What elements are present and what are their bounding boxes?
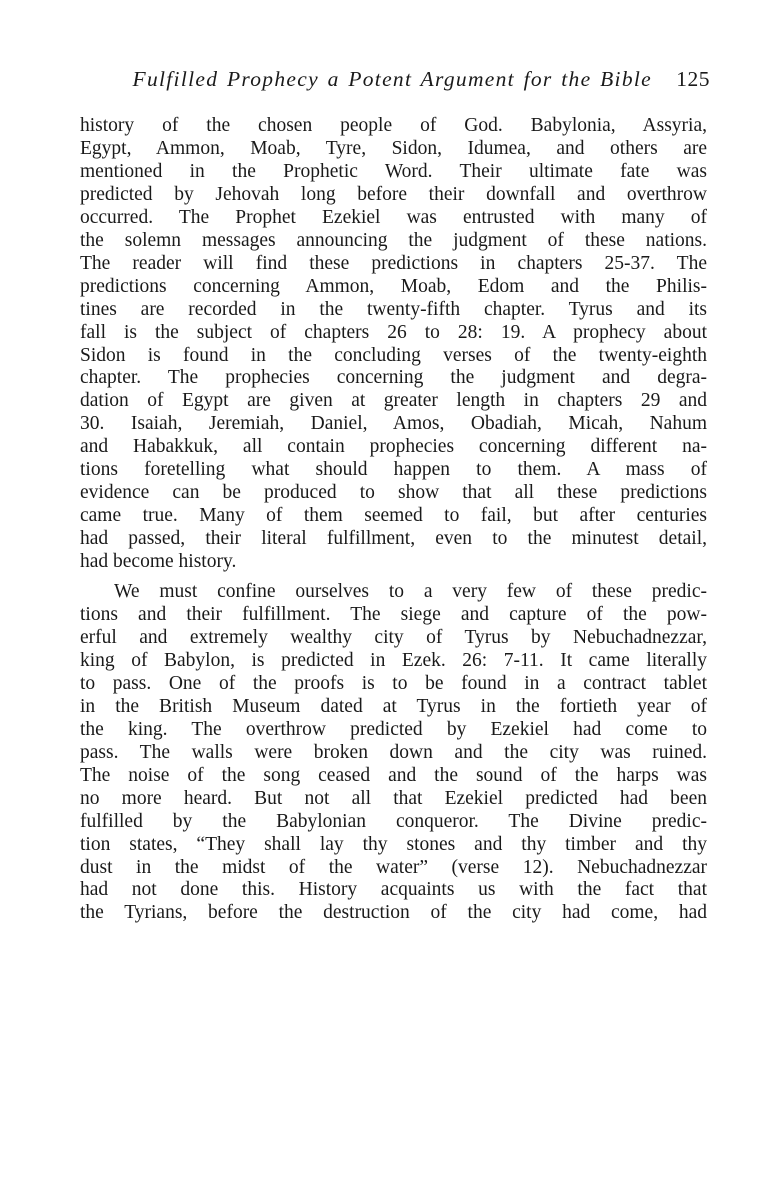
text-line: occurred. The Prophet Ezekiel was entrusted with many of xyxy=(80,206,707,228)
text-line: no more heard. But not all that Ezekiel predicted had been xyxy=(80,787,707,809)
text-line: king of Babylon, is predicted in Ezek. 26: 7-11. It came literally xyxy=(80,649,707,671)
text-line: The reader will find these predictions in chapters 25-37. The xyxy=(80,252,707,274)
text-line: tions foretelling what should happen to them. A mass of xyxy=(80,459,707,481)
text-line: Egypt, Ammon, Moab, Tyre, Sidon, Idumea, and others are xyxy=(80,137,707,159)
text-line: tines are recorded in the twenty-fifth chapter. Tyrus and its xyxy=(80,298,707,320)
body-text xyxy=(80,115,707,925)
text-line: had become history. xyxy=(80,551,237,573)
text-line: evidence can be produced to show that all these predictions xyxy=(80,482,707,504)
text-line: fall is the subject of chapters 26 to 28: 19. A prophecy about xyxy=(80,321,707,343)
text-line: the king. The overthrow predicted by Ezekiel had come to xyxy=(80,718,707,740)
paragraph-spacer xyxy=(80,574,707,581)
running-title: Fulfilled Prophecy a Potent Argument for the Bible xyxy=(132,67,652,91)
text-line: predictions concerning Ammon, Moab, Edom and the Philis- xyxy=(80,275,707,297)
text-line: 30. Isaiah, Jeremiah, Daniel, Amos, Obadiah, Micah, Nahum xyxy=(80,413,707,435)
text-line: the solemn messages announcing the judgment of these nations. xyxy=(80,229,707,251)
text-line: the Tyrians, before the destruction of the city had come, had xyxy=(80,902,707,924)
text-line: tion states, “They shall lay thy stones and thy timber and thy xyxy=(80,833,707,855)
page-number: 125 xyxy=(676,67,710,91)
paragraph-1 xyxy=(80,115,707,574)
text-line: predicted by Jehovah long before their downfall and overthrow xyxy=(80,183,707,205)
text-line: We must confine ourselves to a very few of these predic- xyxy=(114,581,707,603)
text-line: to pass. One of the proofs is to be found in a contract tablet xyxy=(80,672,707,694)
text-line: fulfilled by the Babylonian conqueror. The Divine predic- xyxy=(80,810,707,832)
text-line: had passed, their literal fulfillment, even to the minutest detail, xyxy=(80,528,707,550)
text-line: chapter. The prophecies concerning the judgment and degra- xyxy=(80,367,707,389)
text-line: and Habakkuk, all contain prophecies concerning different na- xyxy=(80,436,707,458)
text-line: came true. Many of them seemed to fail, but after centuries xyxy=(80,505,707,527)
text-line: tions and their fulfillment. The siege and capture of the pow- xyxy=(80,604,707,626)
text-line: had not done this. History acquaints us with the fact that xyxy=(80,879,707,901)
running-head xyxy=(100,64,710,94)
text-line: The noise of the song ceased and the sound of the harps was xyxy=(80,764,707,786)
text-line: dation of Egypt are given at greater length in chapters 29 and xyxy=(80,390,707,412)
text-line: in the British Museum dated at Tyrus in the fortieth year of xyxy=(80,695,707,717)
text-line: history of the chosen people of God. Babylonia, Assyria, xyxy=(80,115,707,136)
text-line: pass. The walls were broken down and the city was ruined. xyxy=(80,741,707,763)
text-line: Sidon is found in the concluding verses of the twenty-eighth xyxy=(80,344,707,366)
text-line: mentioned in the Prophetic Word. Their ultimate fate was xyxy=(80,160,707,182)
text-line: erful and extremely wealthy city of Tyrus by Nebuchadnezzar, xyxy=(80,626,707,648)
text-line: dust in the midst of the water” (verse 12). Nebuchadnezzar xyxy=(80,856,707,878)
paragraph-2 xyxy=(80,581,707,925)
